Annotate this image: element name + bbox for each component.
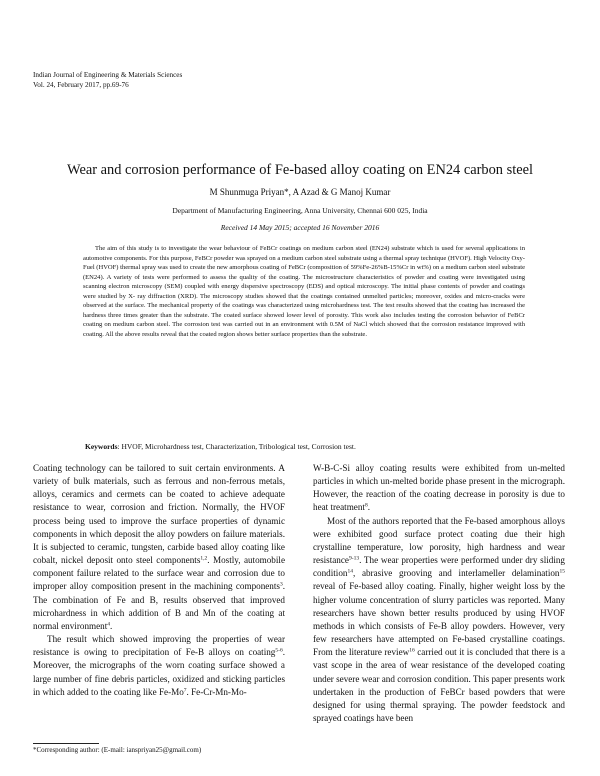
paper-title: Wear and corrosion performance of Fe-based alloy coating on EN24 carbon steel (67, 162, 533, 178)
paragraph: W-B-C-Si alloy coating results were exhibited from un-melted particles in which un-melted boride phase present in the micrograph. However, the reaction of the coating decrease in porosity is due to heat treatment$^8$. (313, 463, 565, 513)
citation: 1,2 (200, 555, 208, 562)
journal-issue: Vol. 24, February 2017, pp.69-76 (33, 81, 129, 89)
keywords-label: Keywords (85, 442, 118, 451)
abstract (83, 244, 525, 339)
paragraph: The result which showed improving the properties of wear resistance is owing to precipitation of Fe-B alloys on coating$^{5-6}$. Moreover, the micrographs of the worn coating surface showed a large number of fine debris particles, oxidized and sticking particles in which added to the coating like Fe-Mo$^7$. Fe-Cr-Mn-Mo- (33, 634, 285, 697)
corresponding-author-footnote: *Corresponding author: (E-mail: ianspriyan25@gmail.com) (33, 746, 202, 754)
citation: 7 (183, 687, 187, 694)
paragraph: Coating technology can be tailored to suit certain environments. A variety of bulk materials, such as ferrous and non-ferrous metals, alloys, ceramics and cermets can be coated to achieve adequate resistance to wear, corrosion and friction. Normally, the HVOF process being used to improve the surface properties of dynamic components in which deposit the alloy powders on failure materials. It is subjected to ceramic, tungsten, carbide based alloy coating like cobalt, nickel deposit onto steel components$^{1,2}$. Mostly, automobile component failure related to the surface wear and corrosion due to improper alloy composition present in the machining components$^3$. The combination of Fe and B, results observed that improved microhardness in which addition of B and Mn of the coating at normal environment$^4$. (33, 463, 285, 631)
journal-header (33, 70, 182, 90)
abstract-text: The aim of this study is to investigate the wear behaviour of FeBCr coatings on medium carbon steel (EN24) substrate which is used for several applications in automotive components. For this purpose, FeBCr powder was sprayed on a medium carbon steel substrate using a thermal spray technique (HVOF). High Velocity Oxy-Fuel (HVOF) thermal spray was used to create the new amorphous coating of FeBCr (composition of 59%Fe-26%B-15%Cr in wt%) on a medium carbon steel substrate (EN24). A variety of tests were performed to assess the quality of the coating. The microstructure characteristics of powder and coating were investigated using scanning electron microscopy (SEM) coupled with energy dispersive spectroscopy (EDS) and optical microscopy. The initial phase contents of powder and coatings were studied by X- ray diffraction (XRD). The microscopy studies showed that the coatings contained unmelted particles; moreover, oxides and micro-cracks were observed at the surface. The mechanical property of the coatings was characterized using microhardness test. The test results showed that the coating has increased the hardness three times greater than the substrate. The coated surface showed lower level of porosity. This work also includes testing the corrosion behavior of FeBCr coating on medium carbon steel. The corrosion test was carried out in an environment with 0.5M of NaCl which showed that the corrosion resistance improved with coating. All the above results reveal that the coated region shows better surface properties than the substrate. (83, 245, 525, 338)
paper-affiliation: Department of Manufacturing Engineering, Anna University, Chennai 600 025, India (172, 206, 428, 215)
citation: 3 (279, 581, 283, 588)
citation: 4 (107, 621, 110, 628)
paragraph: Most of the authors reported that the Fe-based amorphous alloys were exhibited good surface protect coating due their high crystalline temperature, low porosity, high hardness and wear resistance$^{9-13}$. The wear properties were performed under dry sliding condition$^{14}$, abrasive grooving and interlameller delamination$^{15}$ reveal of Fe-based alloy coating. Finally, higher weight loss by the higher volume concentration of slurry particles was reported. Many researchers have shown better results produced by using HVOF methods in which consists of Fe-B alloy powders. However, very few researchers have attempted on Fe-based crystalline coatings. From the literature review$^{16}$ carried out it is concluded that there is a vast scope in the area of wear resistance of the developed coating under severe wear and corrosion condition. This paper presents work undertaken in the production of FeBCr based powders that were designed for using thermal spraying. The powder feedstock and sprayed coatings have been (313, 515, 565, 723)
body-left-column (33, 462, 285, 699)
paper-authors: M Shunmuga Priyan*, A Azad & G Manoj Kumar (209, 187, 391, 197)
keywords (85, 442, 356, 451)
citation: 16 (409, 647, 415, 654)
paper-dates: Received 14 May 2015; accepted 16 November 2016 (220, 223, 380, 232)
citation: 5-6 (275, 647, 283, 654)
citation: 8 (364, 502, 368, 509)
body-right-column (313, 462, 565, 725)
citation: 15 (559, 568, 565, 575)
keywords-text: : HVOF, Microhardness test, Characterization, Tribological test, Corrosion test. (117, 442, 356, 451)
journal-name: Indian Journal of Engineering & Materials Sciences (33, 71, 183, 79)
footnote-divider (33, 743, 99, 744)
citation: 14 (347, 568, 353, 575)
citation: 9-13 (348, 555, 360, 562)
